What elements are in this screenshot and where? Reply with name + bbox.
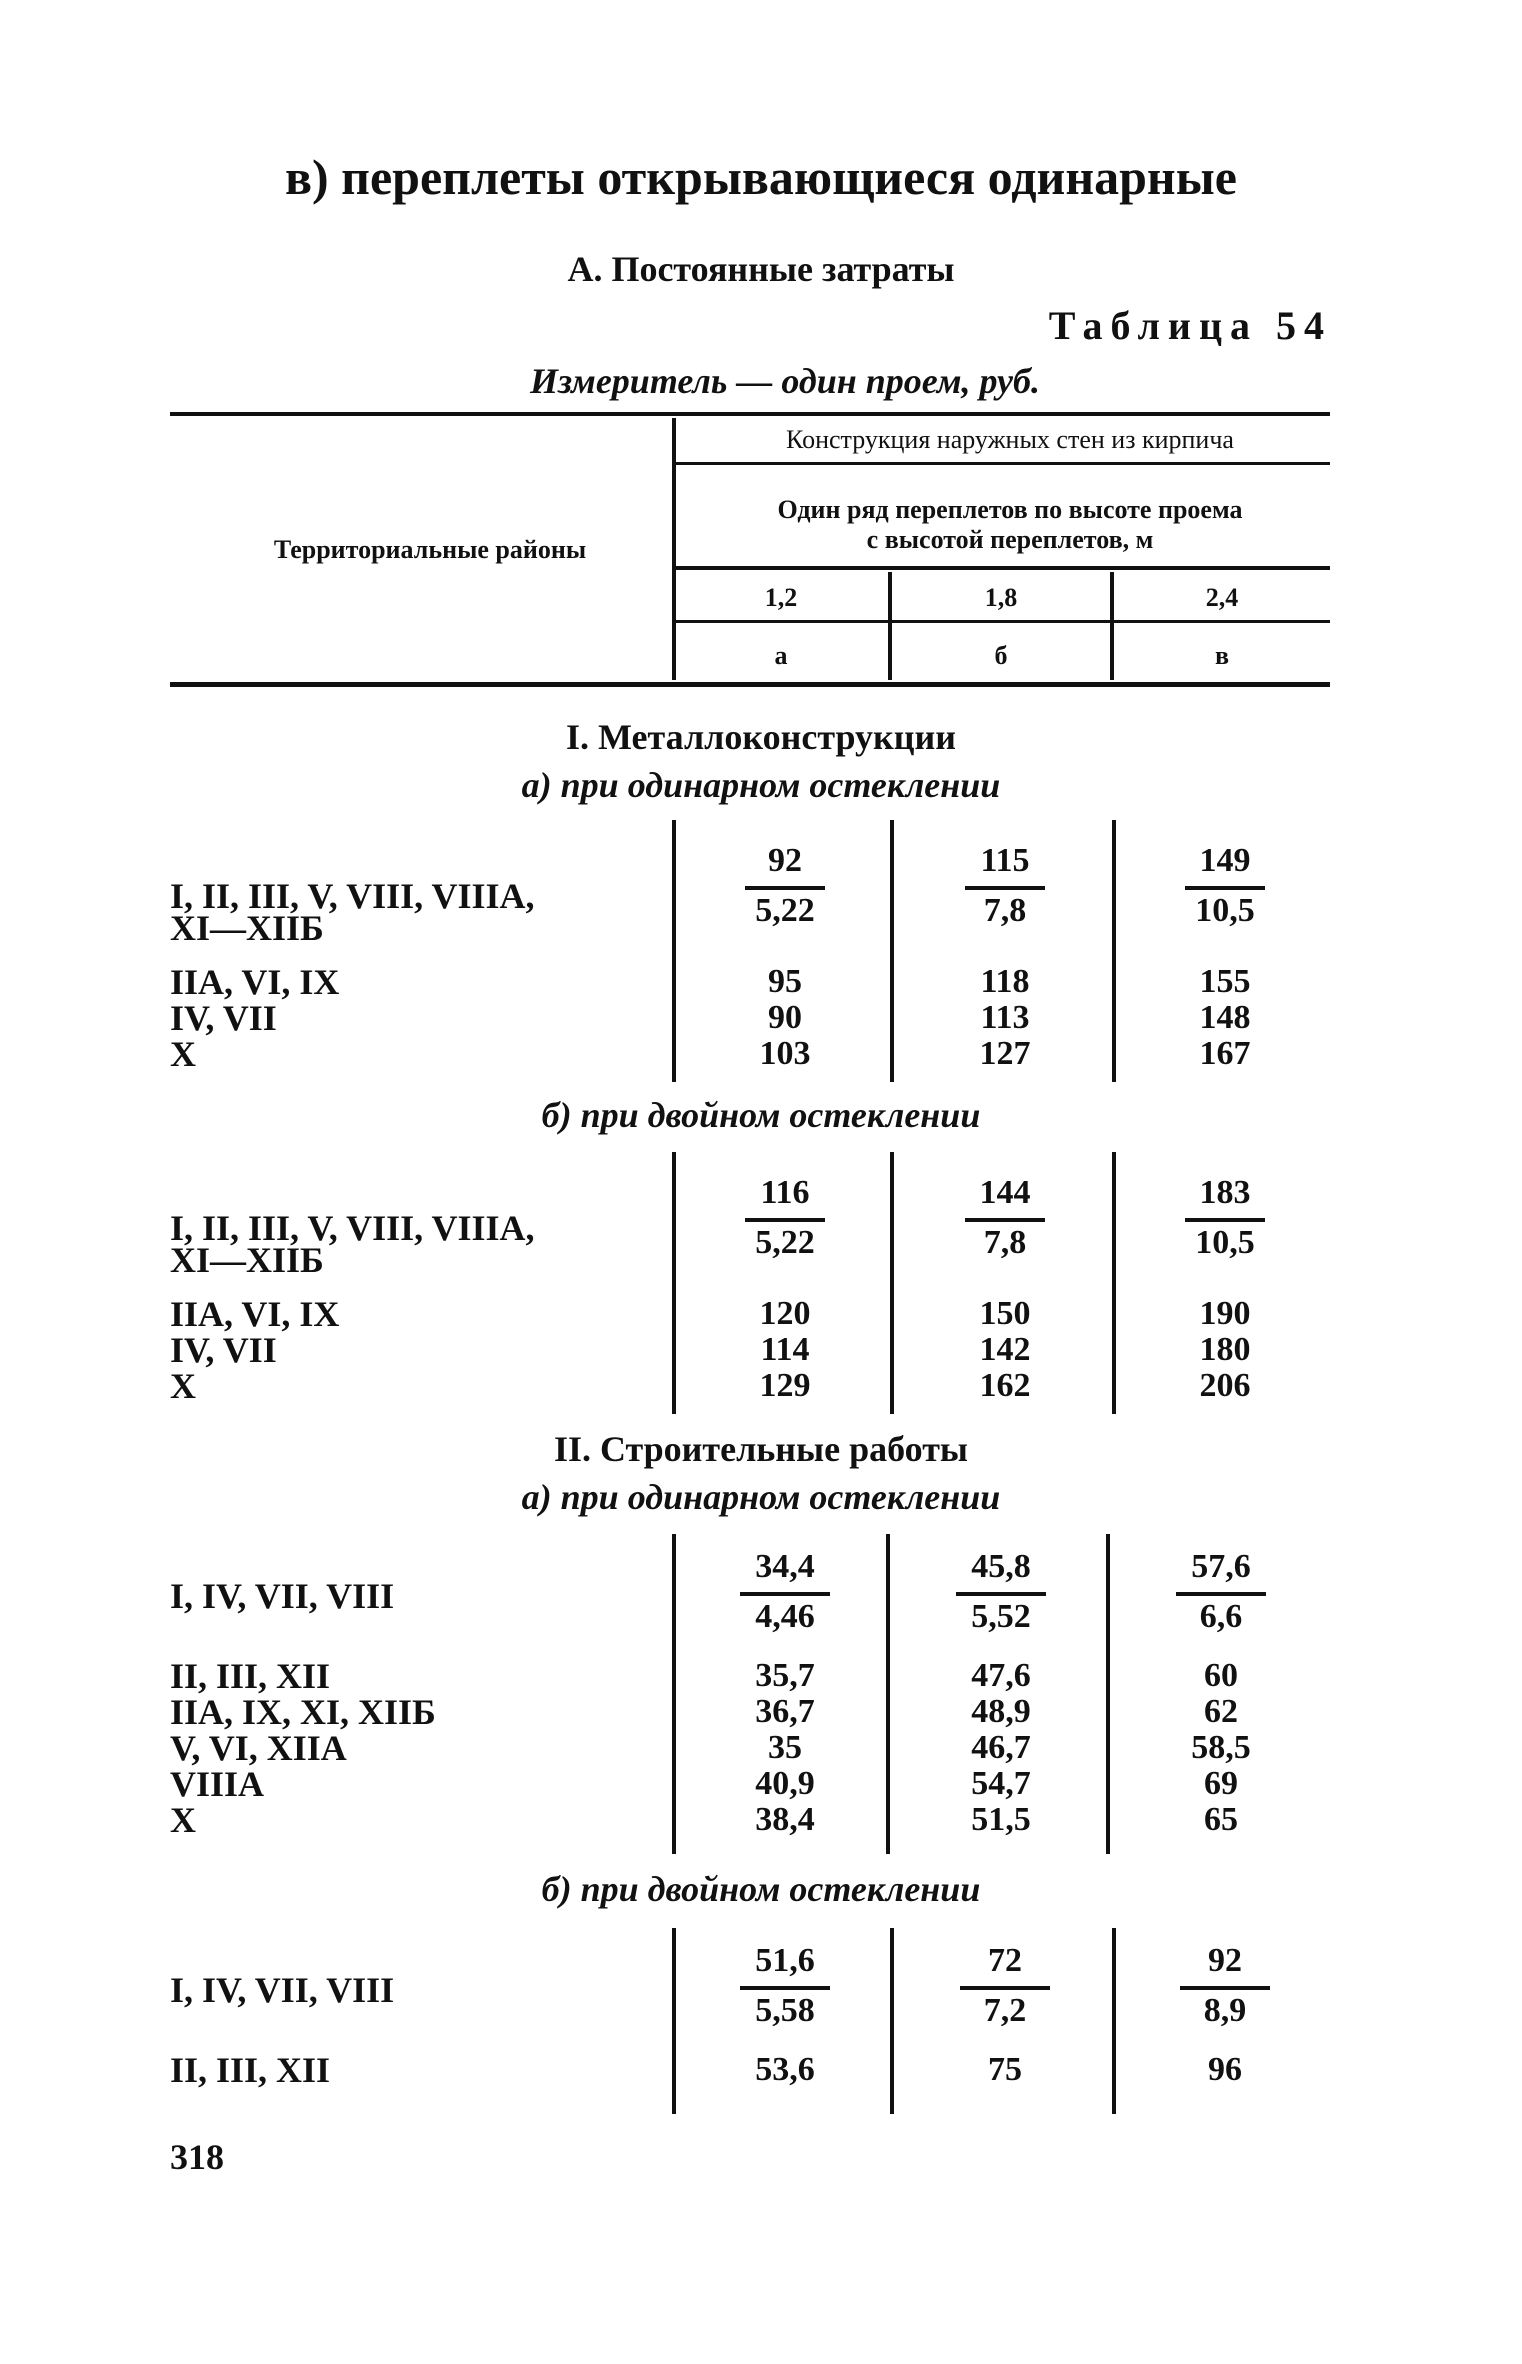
subsection-heading: а) при одинарном остеклении [521, 1477, 1001, 1517]
numerator: 183 [1199, 1174, 1251, 1211]
table-cell: 35 [768, 1729, 802, 1766]
numerator: 149 [1199, 842, 1251, 879]
table-cell: 129 [759, 1367, 811, 1404]
table-cell: 60 [1204, 1657, 1238, 1694]
denominator: 7,8 [983, 1224, 1027, 1261]
header-letter-v: в [1214, 641, 1230, 670]
denominator: 5,52 [971, 1598, 1031, 1635]
table-cell: 113 [980, 999, 1030, 1036]
subsection-heading: а) при одинарном остеклении [521, 765, 1001, 805]
table-cell: 190 [1199, 1295, 1251, 1332]
table-cell: 36,7 [755, 1693, 815, 1730]
table-cell: 180 [1199, 1331, 1251, 1368]
subtitle: А. Постоянные затраты [567, 249, 955, 289]
header-height-3: 2,4 [1205, 583, 1239, 612]
row-label: IV, VII [170, 998, 277, 1038]
denominator: 10,5 [1195, 1224, 1255, 1261]
numerator: 34,4 [755, 1548, 815, 1585]
row-label: I, II, III, V, VIII, VIIIA, [170, 876, 535, 916]
header-rule-1 [676, 462, 1330, 465]
row-label: IIA, IX, XI, XIIБ [170, 1692, 436, 1732]
header-rule-3 [676, 620, 1330, 623]
table-cell: 35,7 [755, 1657, 815, 1694]
subsection-heading: б) при двойном остеклении [541, 1095, 981, 1135]
header-rule-2 [676, 566, 1330, 570]
numerator: 51,6 [755, 1942, 815, 1979]
table-cell: 142 [979, 1331, 1031, 1368]
denominator: 5,22 [755, 1224, 815, 1261]
header-letter-b: б [994, 641, 1008, 670]
unit-label: Измеритель — один проем, руб. [530, 361, 1040, 401]
denominator: 8,9 [1203, 1992, 1247, 2029]
table-number: Таблица 54 [1048, 303, 1332, 348]
numerator: 45,8 [971, 1548, 1031, 1585]
denominator: 4,46 [755, 1598, 815, 1635]
table-cell: 150 [979, 1295, 1031, 1332]
header-bottom-rule [170, 682, 1330, 687]
numerator: 57,6 [1191, 1548, 1251, 1585]
table-cell: 47,6 [971, 1657, 1031, 1694]
section-heading: I. Металлоконструкции [566, 717, 956, 757]
numerator: 92 [1208, 1942, 1242, 1979]
header-height-1: 1,2 [764, 583, 798, 612]
table-cell: 58,5 [1191, 1729, 1251, 1766]
header-row-desc-1: Один ряд переплетов по высоте проема [777, 495, 1243, 524]
table-cell: 46,7 [971, 1729, 1031, 1766]
table-cell: 54,7 [971, 1765, 1031, 1802]
denominator: 5,58 [755, 1992, 815, 2029]
denominator: 7,2 [983, 1992, 1027, 2029]
table-cell: 103 [759, 1035, 811, 1072]
table-cell: 120 [759, 1295, 811, 1332]
table-cell: 38,4 [755, 1801, 815, 1838]
table-cell: 118 [980, 963, 1030, 1000]
subsection-heading: б) при двойном остеклении [541, 1869, 981, 1909]
table-cell: 69 [1204, 1765, 1238, 1802]
section-heading: II. Строительные работы [553, 1429, 969, 1469]
table-cell: 51,5 [971, 1801, 1031, 1838]
row-label: X [170, 1366, 196, 1406]
row-label: IV, VII [170, 1330, 277, 1370]
table-cell: 40,9 [755, 1765, 815, 1802]
numerator: 72 [988, 1942, 1022, 1979]
header-letter-a: а [774, 641, 788, 670]
row-label: I, IV, VII, VIII [170, 1576, 395, 1616]
table-cell: 75 [988, 2051, 1022, 2088]
page-number: 318 [170, 2137, 224, 2177]
row-label: I, II, III, V, VIII, VIIIA, [170, 1208, 535, 1248]
table-cell: 127 [979, 1035, 1031, 1072]
numerator: 115 [980, 842, 1030, 879]
denominator: 7,8 [983, 892, 1027, 929]
denominator: 6,6 [1199, 1598, 1243, 1635]
table-cell: 65 [1204, 1801, 1238, 1838]
table-cell: 148 [1199, 999, 1251, 1036]
table-cell: 62 [1204, 1693, 1238, 1730]
header-height-2: 1,8 [984, 583, 1018, 612]
table-cell: 114 [760, 1331, 810, 1368]
denominator: 10,5 [1195, 892, 1255, 929]
table-cell: 90 [768, 999, 802, 1036]
row-label: I, IV, VII, VIII [170, 1970, 395, 2010]
row-label: II, III, XII [170, 2050, 331, 2090]
header-top-rule [170, 412, 1330, 416]
table-cell: 162 [979, 1367, 1031, 1404]
row-label: XI—XIIБ [170, 908, 324, 948]
table-cell: 53,6 [755, 2051, 815, 2088]
table-cell: 155 [1199, 963, 1251, 1000]
header-regions: Территориальные районы [273, 535, 587, 564]
row-label: II, III, XII [170, 1656, 331, 1696]
row-label: VIIIA [170, 1764, 265, 1804]
table-cell: 167 [1199, 1035, 1251, 1072]
numerator: 144 [979, 1174, 1031, 1211]
numerator: 116 [760, 1174, 810, 1211]
row-label: V, VI, XIIA [170, 1728, 347, 1768]
row-label: XI—XIIБ [170, 1240, 324, 1280]
header-row-desc-2: с высотой переплетов, м [866, 525, 1154, 554]
row-label: X [170, 1034, 196, 1074]
denominator: 5,22 [755, 892, 815, 929]
table-cell: 95 [768, 963, 802, 1000]
row-label: IIA, VI, IX [170, 962, 340, 1002]
table-cell: 96 [1208, 2051, 1242, 2088]
header-construction: Конструкция наружных стен из кирпича [786, 425, 1234, 454]
numerator: 92 [768, 842, 802, 879]
row-label: X [170, 1800, 196, 1840]
table-cell: 206 [1199, 1367, 1251, 1404]
table-cell: 48,9 [971, 1693, 1031, 1730]
row-label: IIA, VI, IX [170, 1294, 340, 1334]
page-title: в) переплеты открывающиеся одинарные [285, 149, 1237, 205]
